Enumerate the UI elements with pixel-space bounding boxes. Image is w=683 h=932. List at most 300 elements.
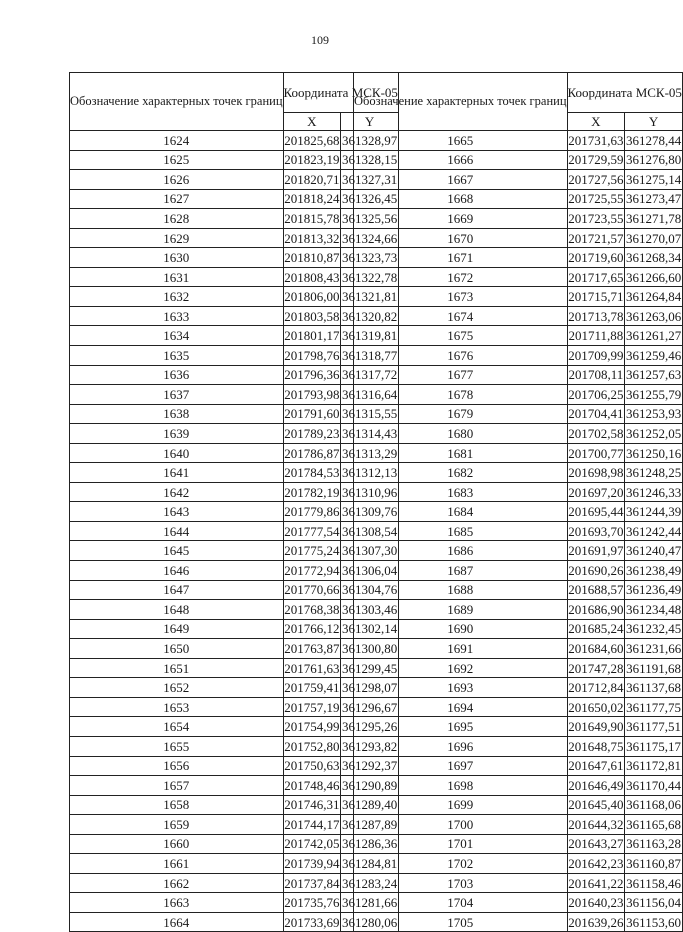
y-coordinate-cell: 361320,82 xyxy=(341,306,399,326)
x-coordinate-cell: 201744,17 xyxy=(283,815,341,835)
point-number-cell: 1647 xyxy=(70,580,284,600)
x-coordinate-cell: 201702,58 xyxy=(567,424,625,444)
point-number-cell: 1686 xyxy=(354,541,568,561)
x-coordinate-cell: 201650,02 xyxy=(567,697,625,717)
point-number-cell: 1700 xyxy=(354,815,568,835)
table-row xyxy=(70,346,399,366)
x-coordinate-cell: 201777,54 xyxy=(283,521,341,541)
table-row xyxy=(354,678,683,698)
table-row xyxy=(70,404,399,424)
y-coordinate-cell: 361137,68 xyxy=(625,678,683,698)
table-row xyxy=(70,815,399,835)
point-number-cell: 1646 xyxy=(70,561,284,581)
table-row xyxy=(354,170,683,190)
y-coordinate-cell: 361328,15 xyxy=(341,150,399,170)
x-coordinate-cell: 201648,75 xyxy=(567,736,625,756)
table-row xyxy=(354,209,683,229)
x-coordinate-cell: 201715,71 xyxy=(567,287,625,307)
table-row xyxy=(354,795,683,815)
point-number-cell: 1705 xyxy=(354,912,568,932)
point-number-cell: 1685 xyxy=(354,521,568,541)
table-row xyxy=(354,189,683,209)
x-coordinate-cell: 201713,78 xyxy=(567,306,625,326)
y-coordinate-cell: 361257,63 xyxy=(625,365,683,385)
x-coordinate-cell: 201688,57 xyxy=(567,580,625,600)
point-number-cell: 1689 xyxy=(354,600,568,620)
y-coordinate-cell: 361255,79 xyxy=(625,385,683,405)
table-row xyxy=(70,228,399,248)
point-number-cell: 1634 xyxy=(70,326,284,346)
y-coordinate-cell: 361307,30 xyxy=(341,541,399,561)
y-coordinate-cell: 361177,75 xyxy=(625,697,683,717)
point-number-cell: 1651 xyxy=(70,658,284,678)
table-row xyxy=(70,619,399,639)
x-coordinate-cell: 201782,19 xyxy=(283,482,341,502)
point-number-cell: 1627 xyxy=(70,189,284,209)
point-number-cell: 1696 xyxy=(354,736,568,756)
table-row xyxy=(354,365,683,385)
x-coordinate-cell: 201712,84 xyxy=(567,678,625,698)
point-number-cell: 1697 xyxy=(354,756,568,776)
table-row xyxy=(354,228,683,248)
table-row xyxy=(354,717,683,737)
y-coordinate-cell: 361263,06 xyxy=(625,306,683,326)
x-coordinate-cell: 201815,78 xyxy=(283,209,341,229)
y-coordinate-cell: 361250,16 xyxy=(625,443,683,463)
table-row xyxy=(70,287,399,307)
x-coordinate-cell: 201733,69 xyxy=(283,912,341,932)
y-coordinate-cell: 361191,68 xyxy=(625,658,683,678)
y-coordinate-cell: 361303,46 xyxy=(341,600,399,620)
y-coordinate-cell: 361261,27 xyxy=(625,326,683,346)
y-coordinate-cell: 361315,55 xyxy=(341,404,399,424)
x-coordinate-cell: 201709,99 xyxy=(567,346,625,366)
x-coordinate-cell: 201698,98 xyxy=(567,463,625,483)
table-row xyxy=(70,736,399,756)
table-row xyxy=(70,580,399,600)
table-row xyxy=(70,326,399,346)
point-number-cell: 1662 xyxy=(70,873,284,893)
point-number-cell: 1680 xyxy=(354,424,568,444)
table-row xyxy=(70,717,399,737)
table-row xyxy=(354,854,683,874)
y-coordinate-cell: 361271,78 xyxy=(625,209,683,229)
table-row xyxy=(70,443,399,463)
point-number-cell: 1676 xyxy=(354,346,568,366)
y-coordinate-cell: 361313,29 xyxy=(341,443,399,463)
x-coordinate-cell: 201754,99 xyxy=(283,717,341,737)
y-coordinate-cell: 361327,31 xyxy=(341,170,399,190)
point-number-cell: 1632 xyxy=(70,287,284,307)
point-number-cell: 1659 xyxy=(70,815,284,835)
y-coordinate-cell: 361234,48 xyxy=(625,600,683,620)
y-coordinate-cell: 361317,72 xyxy=(341,365,399,385)
x-coordinate-cell: 201763,87 xyxy=(283,639,341,659)
x-coordinate-cell: 201798,76 xyxy=(283,346,341,366)
table-row xyxy=(354,658,683,678)
point-number-cell: 1664 xyxy=(70,912,284,932)
x-coordinate-cell: 201644,32 xyxy=(567,815,625,835)
x-coordinate-cell: 201772,94 xyxy=(283,561,341,581)
x-coordinate-cell: 201643,27 xyxy=(567,834,625,854)
table-row xyxy=(70,502,399,522)
x-coordinate-cell: 201645,40 xyxy=(567,795,625,815)
x-coordinate-cell: 201706,25 xyxy=(567,385,625,405)
point-number-cell: 1704 xyxy=(354,893,568,913)
table-row xyxy=(354,893,683,913)
y-coordinate-cell: 361309,76 xyxy=(341,502,399,522)
y-coordinate-cell: 361328,97 xyxy=(341,131,399,151)
y-coordinate-cell: 361168,06 xyxy=(625,795,683,815)
x-coordinate-cell: 201789,23 xyxy=(283,424,341,444)
header-x: X xyxy=(283,113,341,131)
point-number-cell: 1665 xyxy=(354,131,568,151)
y-coordinate-cell: 361273,47 xyxy=(625,189,683,209)
y-coordinate-cell: 361242,44 xyxy=(625,521,683,541)
point-number-cell: 1695 xyxy=(354,717,568,737)
y-coordinate-cell: 361232,45 xyxy=(625,619,683,639)
table-row xyxy=(70,385,399,405)
y-coordinate-cell: 361306,04 xyxy=(341,561,399,581)
table-row xyxy=(354,619,683,639)
point-number-cell: 1649 xyxy=(70,619,284,639)
x-coordinate-cell: 201747,28 xyxy=(567,658,625,678)
point-number-cell: 1677 xyxy=(354,365,568,385)
x-coordinate-cell: 201708,11 xyxy=(567,365,625,385)
y-coordinate-cell: 361326,45 xyxy=(341,189,399,209)
x-coordinate-cell: 201711,88 xyxy=(567,326,625,346)
point-number-cell: 1679 xyxy=(354,404,568,424)
y-coordinate-cell: 361319,81 xyxy=(341,326,399,346)
y-coordinate-cell: 361292,37 xyxy=(341,756,399,776)
point-number-cell: 1674 xyxy=(354,306,568,326)
table-row xyxy=(354,482,683,502)
point-number-cell: 1703 xyxy=(354,873,568,893)
point-number-cell: 1631 xyxy=(70,267,284,287)
table-row xyxy=(354,287,683,307)
table-row xyxy=(70,248,399,268)
x-coordinate-cell: 201649,90 xyxy=(567,717,625,737)
point-number-cell: 1640 xyxy=(70,443,284,463)
point-number-cell: 1699 xyxy=(354,795,568,815)
table-row xyxy=(70,463,399,483)
table-row xyxy=(354,248,683,268)
point-number-cell: 1702 xyxy=(354,854,568,874)
table-row xyxy=(70,267,399,287)
point-number-cell: 1653 xyxy=(70,697,284,717)
y-coordinate-cell: 361308,54 xyxy=(341,521,399,541)
x-coordinate-cell: 201717,65 xyxy=(567,267,625,287)
table-row xyxy=(70,678,399,698)
x-coordinate-cell: 201640,23 xyxy=(567,893,625,913)
point-number-cell: 1638 xyxy=(70,404,284,424)
x-coordinate-cell: 201791,60 xyxy=(283,404,341,424)
point-number-cell: 1691 xyxy=(354,639,568,659)
y-coordinate-cell: 361236,49 xyxy=(625,580,683,600)
point-number-cell: 1628 xyxy=(70,209,284,229)
x-coordinate-cell: 201748,46 xyxy=(283,776,341,796)
x-coordinate-cell: 201823,19 xyxy=(283,150,341,170)
x-coordinate-cell: 201723,55 xyxy=(567,209,625,229)
point-number-cell: 1668 xyxy=(354,189,568,209)
point-number-cell: 1688 xyxy=(354,580,568,600)
point-number-cell: 1657 xyxy=(70,776,284,796)
point-number-cell: 1669 xyxy=(354,209,568,229)
y-coordinate-cell: 361253,93 xyxy=(625,404,683,424)
table-row xyxy=(70,561,399,581)
x-coordinate-cell: 201719,60 xyxy=(567,248,625,268)
x-coordinate-cell: 201813,32 xyxy=(283,228,341,248)
header-designation: Обозначение характерных точек границ xyxy=(70,73,284,131)
point-number-cell: 1625 xyxy=(70,150,284,170)
point-number-cell: 1624 xyxy=(70,131,284,151)
point-number-cell: 1654 xyxy=(70,717,284,737)
y-coordinate-cell: 361293,82 xyxy=(341,736,399,756)
table-row xyxy=(354,873,683,893)
point-number-cell: 1660 xyxy=(70,834,284,854)
table-row xyxy=(354,267,683,287)
point-number-cell: 1693 xyxy=(354,678,568,698)
table-row xyxy=(70,893,399,913)
table-row xyxy=(354,424,683,444)
y-coordinate-cell: 361270,07 xyxy=(625,228,683,248)
table-row xyxy=(354,736,683,756)
x-coordinate-cell: 201700,77 xyxy=(567,443,625,463)
header-x: X xyxy=(567,113,625,131)
point-number-cell: 1681 xyxy=(354,443,568,463)
point-number-cell: 1661 xyxy=(70,854,284,874)
table-row xyxy=(70,795,399,815)
table-row xyxy=(70,756,399,776)
point-number-cell: 1630 xyxy=(70,248,284,268)
table-row xyxy=(70,424,399,444)
point-number-cell: 1701 xyxy=(354,834,568,854)
y-coordinate-cell: 361299,45 xyxy=(341,658,399,678)
point-number-cell: 1643 xyxy=(70,502,284,522)
x-coordinate-cell: 201693,70 xyxy=(567,521,625,541)
point-number-cell: 1682 xyxy=(354,463,568,483)
x-coordinate-cell: 201752,80 xyxy=(283,736,341,756)
y-coordinate-cell: 361290,89 xyxy=(341,776,399,796)
y-coordinate-cell: 361302,14 xyxy=(341,619,399,639)
point-number-cell: 1666 xyxy=(354,150,568,170)
point-number-cell: 1675 xyxy=(354,326,568,346)
y-coordinate-cell: 361295,26 xyxy=(341,717,399,737)
x-coordinate-cell: 201729,59 xyxy=(567,150,625,170)
point-number-cell: 1637 xyxy=(70,385,284,405)
y-coordinate-cell: 361325,56 xyxy=(341,209,399,229)
x-coordinate-cell: 201808,43 xyxy=(283,267,341,287)
table-row xyxy=(70,639,399,659)
table-row xyxy=(354,561,683,581)
point-number-cell: 1671 xyxy=(354,248,568,268)
y-coordinate-cell: 361163,28 xyxy=(625,834,683,854)
table-row xyxy=(354,834,683,854)
y-coordinate-cell: 361283,24 xyxy=(341,873,399,893)
table-row xyxy=(354,150,683,170)
table-row xyxy=(70,170,399,190)
y-coordinate-cell: 361170,44 xyxy=(625,776,683,796)
table-row xyxy=(354,443,683,463)
x-coordinate-cell: 201646,49 xyxy=(567,776,625,796)
x-coordinate-cell: 201825,68 xyxy=(283,131,341,151)
y-coordinate-cell: 361252,05 xyxy=(625,424,683,444)
point-number-cell: 1670 xyxy=(354,228,568,248)
table-row xyxy=(70,541,399,561)
y-coordinate-cell: 361231,66 xyxy=(625,639,683,659)
point-number-cell: 1652 xyxy=(70,678,284,698)
x-coordinate-cell: 201746,31 xyxy=(283,795,341,815)
table-row xyxy=(354,600,683,620)
y-coordinate-cell: 361246,33 xyxy=(625,482,683,502)
page-number: 109 xyxy=(311,33,329,47)
y-coordinate-cell: 361244,39 xyxy=(625,502,683,522)
table-row xyxy=(70,365,399,385)
table-row xyxy=(354,639,683,659)
point-number-cell: 1656 xyxy=(70,756,284,776)
y-coordinate-cell: 361177,51 xyxy=(625,717,683,737)
point-number-cell: 1645 xyxy=(70,541,284,561)
y-coordinate-cell: 361240,47 xyxy=(625,541,683,561)
point-number-cell: 1692 xyxy=(354,658,568,678)
y-coordinate-cell: 361310,96 xyxy=(341,482,399,502)
y-coordinate-cell: 361289,40 xyxy=(341,795,399,815)
x-coordinate-cell: 201686,90 xyxy=(567,600,625,620)
y-coordinate-cell: 361323,73 xyxy=(341,248,399,268)
table-row xyxy=(354,912,683,932)
y-coordinate-cell: 361276,80 xyxy=(625,150,683,170)
point-number-cell: 1655 xyxy=(70,736,284,756)
y-coordinate-cell: 361314,43 xyxy=(341,424,399,444)
point-number-cell: 1678 xyxy=(354,385,568,405)
point-number-cell: 1687 xyxy=(354,561,568,581)
x-coordinate-cell: 201684,60 xyxy=(567,639,625,659)
x-coordinate-cell: 201784,53 xyxy=(283,463,341,483)
y-coordinate-cell: 361324,66 xyxy=(341,228,399,248)
table-row xyxy=(354,404,683,424)
x-coordinate-cell: 201727,56 xyxy=(567,170,625,190)
point-number-cell: 1684 xyxy=(354,502,568,522)
table-row xyxy=(70,209,399,229)
table-row xyxy=(354,346,683,366)
point-number-cell: 1636 xyxy=(70,365,284,385)
x-coordinate-cell: 201810,87 xyxy=(283,248,341,268)
table-row xyxy=(70,521,399,541)
x-coordinate-cell: 201761,63 xyxy=(283,658,341,678)
x-coordinate-cell: 201803,58 xyxy=(283,306,341,326)
point-number-cell: 1633 xyxy=(70,306,284,326)
x-coordinate-cell: 201742,05 xyxy=(283,834,341,854)
x-coordinate-cell: 201779,86 xyxy=(283,502,341,522)
point-number-cell: 1644 xyxy=(70,521,284,541)
x-coordinate-cell: 201690,26 xyxy=(567,561,625,581)
x-coordinate-cell: 201641,22 xyxy=(567,873,625,893)
table-row xyxy=(70,834,399,854)
x-coordinate-cell: 201801,17 xyxy=(283,326,341,346)
table-row xyxy=(70,776,399,796)
x-coordinate-cell: 201739,94 xyxy=(283,854,341,874)
point-number-cell: 1694 xyxy=(354,697,568,717)
x-coordinate-cell: 201759,41 xyxy=(283,678,341,698)
table-row xyxy=(354,815,683,835)
point-number-cell: 1648 xyxy=(70,600,284,620)
y-coordinate-cell: 361268,34 xyxy=(625,248,683,268)
x-coordinate-cell: 201642,23 xyxy=(567,854,625,874)
coordinates-table-left xyxy=(69,72,399,932)
table-row xyxy=(354,697,683,717)
y-coordinate-cell: 361304,76 xyxy=(341,580,399,600)
point-number-cell: 1698 xyxy=(354,776,568,796)
table-row xyxy=(70,482,399,502)
y-coordinate-cell: 361165,68 xyxy=(625,815,683,835)
y-coordinate-cell: 361264,84 xyxy=(625,287,683,307)
coordinates-table-right xyxy=(353,72,683,932)
y-coordinate-cell: 361321,81 xyxy=(341,287,399,307)
y-coordinate-cell: 361266,60 xyxy=(625,267,683,287)
x-coordinate-cell: 201766,12 xyxy=(283,619,341,639)
x-coordinate-cell: 201820,71 xyxy=(283,170,341,190)
y-coordinate-cell: 361286,36 xyxy=(341,834,399,854)
point-number-cell: 1635 xyxy=(70,346,284,366)
table-row xyxy=(354,541,683,561)
x-coordinate-cell: 201775,24 xyxy=(283,541,341,561)
point-number-cell: 1663 xyxy=(70,893,284,913)
y-coordinate-cell: 361248,25 xyxy=(625,463,683,483)
header-y: Y xyxy=(341,113,399,131)
y-coordinate-cell: 361278,44 xyxy=(625,131,683,151)
x-coordinate-cell: 201647,61 xyxy=(567,756,625,776)
table-row xyxy=(70,658,399,678)
y-coordinate-cell: 361175,17 xyxy=(625,736,683,756)
table-row xyxy=(354,463,683,483)
x-coordinate-cell: 201818,24 xyxy=(283,189,341,209)
x-coordinate-cell: 201770,66 xyxy=(283,580,341,600)
header-coordinate: Координата МСК-05 xyxy=(283,73,398,113)
table-row xyxy=(354,326,683,346)
x-coordinate-cell: 201768,38 xyxy=(283,600,341,620)
point-number-cell: 1642 xyxy=(70,482,284,502)
point-number-cell: 1683 xyxy=(354,482,568,502)
y-coordinate-cell: 361312,13 xyxy=(341,463,399,483)
y-coordinate-cell: 361238,49 xyxy=(625,561,683,581)
table-row xyxy=(70,854,399,874)
x-coordinate-cell: 201806,00 xyxy=(283,287,341,307)
x-coordinate-cell: 201639,26 xyxy=(567,912,625,932)
table-row xyxy=(354,306,683,326)
y-coordinate-cell: 361153,60 xyxy=(625,912,683,932)
y-coordinate-cell: 361284,81 xyxy=(341,854,399,874)
table-row xyxy=(354,385,683,405)
header-coordinate: Координата МСК-05 xyxy=(567,73,682,113)
point-number-cell: 1690 xyxy=(354,619,568,639)
table-row xyxy=(70,131,399,151)
point-number-cell: 1639 xyxy=(70,424,284,444)
y-coordinate-cell: 361316,64 xyxy=(341,385,399,405)
y-coordinate-cell: 361287,89 xyxy=(341,815,399,835)
y-coordinate-cell: 361322,78 xyxy=(341,267,399,287)
x-coordinate-cell: 201697,20 xyxy=(567,482,625,502)
x-coordinate-cell: 201786,87 xyxy=(283,443,341,463)
table-row xyxy=(354,502,683,522)
table-row xyxy=(354,131,683,151)
point-number-cell: 1629 xyxy=(70,228,284,248)
table-row xyxy=(70,306,399,326)
y-coordinate-cell: 361160,87 xyxy=(625,854,683,874)
point-number-cell: 1673 xyxy=(354,287,568,307)
point-number-cell: 1667 xyxy=(354,170,568,190)
table-row xyxy=(70,189,399,209)
y-coordinate-cell: 361259,46 xyxy=(625,346,683,366)
